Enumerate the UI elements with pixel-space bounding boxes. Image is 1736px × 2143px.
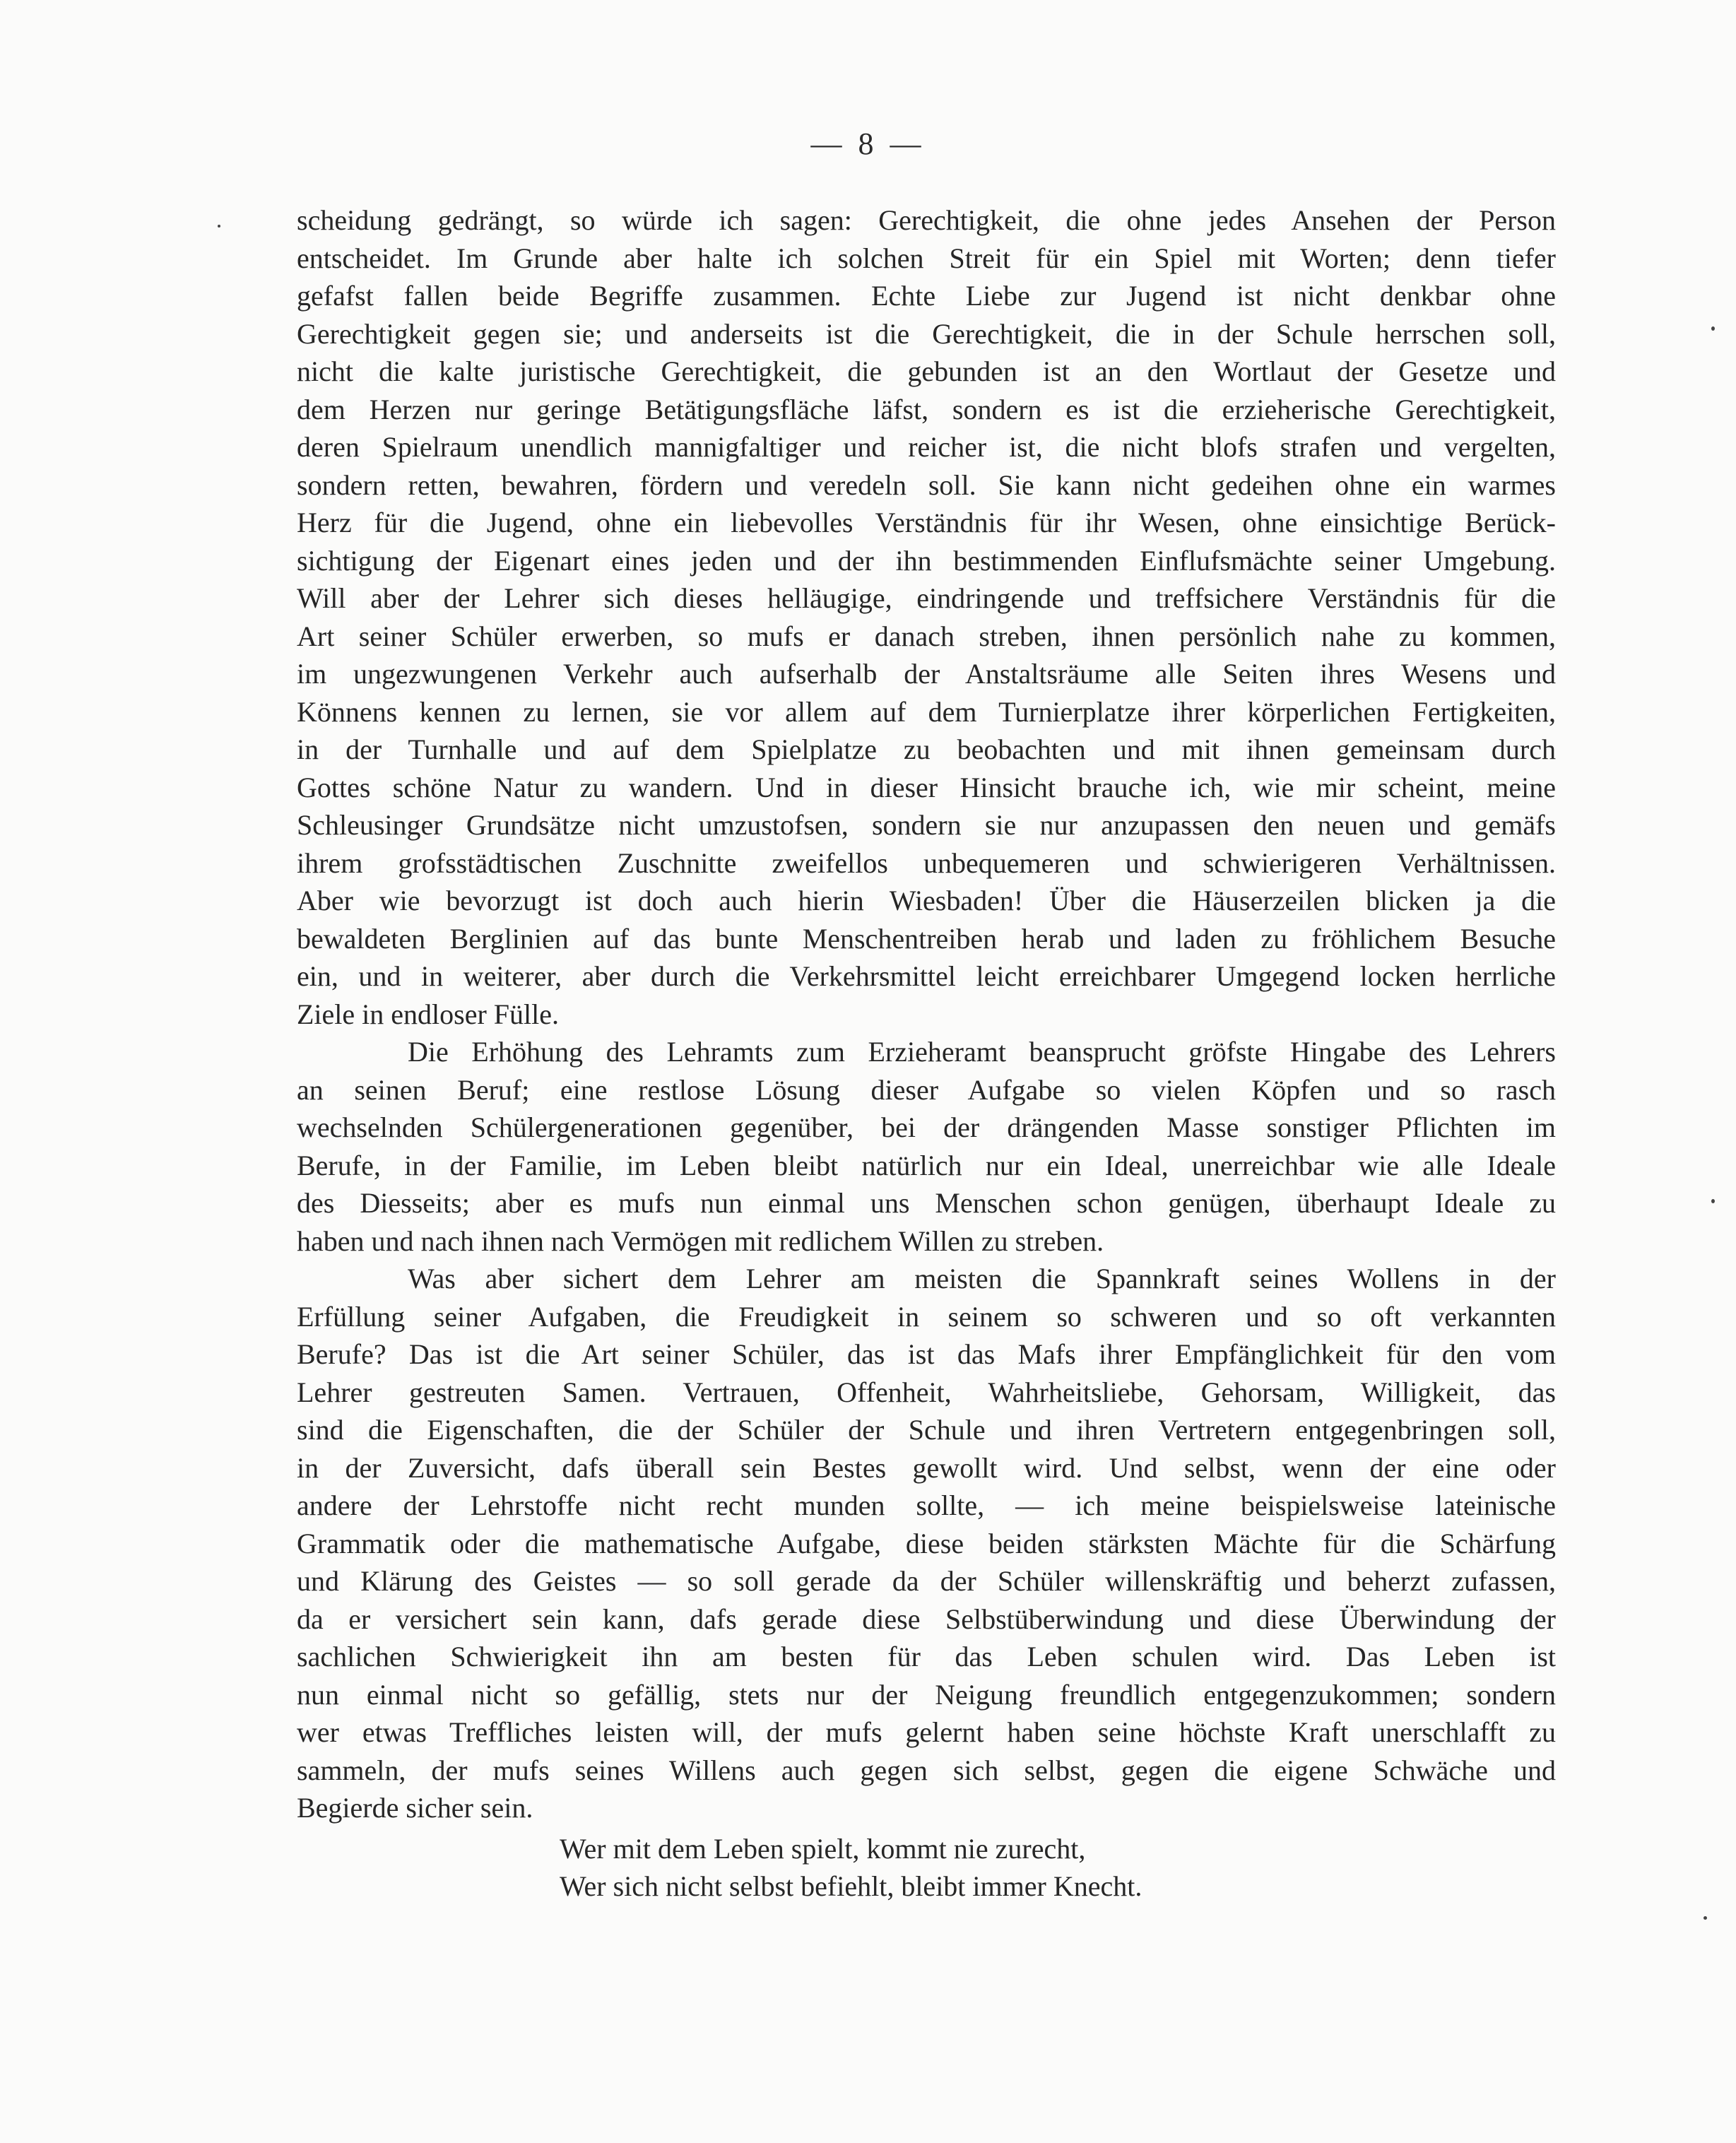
text-line: des Diesseits; aber es mufs nun einmal uns Menschen schon genügen, überhaupt Ideale zu — [297, 1187, 1556, 1219]
text-line: Herz für die Jugend, ohne ein liebevolles Verständnis für ihr Wesen, ohne einsichtige Berück- — [297, 507, 1556, 538]
text-line: sondern retten, bewahren, fördern und veredeln soll. Sie kann nicht gedeihen ohne ein warmes — [297, 468, 1556, 501]
text-line: dem Herzen nur geringe Betätigungsfläche läfst, sondern es ist die erzieherische Gerechtigkeit, — [297, 393, 1556, 425]
text-line: Grammatik oder die mathematische Aufgabe, diese beiden stärksten Mächte für die Schärfung — [297, 1527, 1556, 1559]
text-line: da er versichert sein kann, dafs gerade diese Selbstüberwindung und diese Überwindung der — [297, 1602, 1556, 1635]
text-line: scheidung gedrängt, so würde ich sagen: Gerechtigkeit, die ohne jedes Ansehen der Person — [297, 204, 1556, 236]
verse-line: Wer mit dem Leben spielt, kommt nie zurecht, — [560, 1832, 1086, 1865]
paragraph — [297, 1033, 1556, 1260]
text-line: wechselnden Schülergenerationen gegenüber, bei der drängenden Masse sonstiger Pflichten im — [297, 1111, 1556, 1143]
text-line: in der Zuversicht, dafs überall sein Bestes gewollt wird. Und selbst, wenn der eine oder — [297, 1451, 1556, 1484]
text-line: Könnens kennen zu lernen, sie vor allem auf dem Turnierplatze ihrer körperlichen Fertigkeiten, — [297, 695, 1556, 728]
body-text — [297, 201, 1556, 1906]
text-line: ihrem grofsstädtischen Zuschnitte zweifellos unbequemeren und schwierigeren Verhältnissen. — [297, 846, 1556, 879]
text-line: gefafst fallen beide Begriffe zusammen. Echte Liebe zur Jugend ist nicht denkbar ohne — [297, 280, 1556, 312]
margin-speck — [1711, 326, 1715, 331]
text-line: Berufe, in der Familie, im Leben bleibt natürlich nur ein Ideal, unerreichbar wie alle Ideale — [297, 1149, 1556, 1181]
text-line: nun einmal nicht so gefällig, stets nur der Neigung freundlich entgegenzukommen; sondern — [297, 1678, 1556, 1711]
text-line: und Klärung des Geistes — so soll gerade da der Schüler willenskräftig und beherzt zufassen, — [297, 1565, 1556, 1597]
text-line: Lehrer gestreuten Samen. Vertrauen, Offenheit, Wahrheitsliebe, Gehorsam, Willigkeit, das — [297, 1376, 1556, 1408]
text-line: Was aber sichert dem Lehrer am meisten die Spannkraft seines Wollens in der — [408, 1263, 1556, 1294]
text-line: ein, und in weiterer, aber durch die Verkehrsmittel leicht erreichbarer Umgegend locken herrliche — [297, 960, 1556, 992]
text-line: Begierde sicher sein. — [297, 1792, 533, 1824]
text-line: Aber wie bevorzugt ist doch auch hierin Wiesbaden! Über die Häuserzeilen blicken ja die — [297, 885, 1556, 916]
text-line: entscheidet. Im Grunde aber halte ich solchen Streit für ein Spiel mit Worten; denn tiefer — [297, 242, 1556, 274]
text-line: an seinen Beruf; eine restlose Lösung dieser Aufgabe so vielen Köpfen und so rasch — [297, 1073, 1556, 1106]
verse-line: Wer sich nicht selbst befiehlt, bleibt immer Knecht. — [560, 1870, 1142, 1902]
text-line: in der Turnhalle und auf dem Spielplatze zu beobachten und mit ihnen gemeinsam durch — [297, 733, 1556, 765]
text-line: im ungezwungenen Verkehr auch aufserhalb der Anstaltsräume alle Seiten ihres Wesens und — [297, 658, 1556, 690]
text-line: Erfüllung seiner Aufgaben, die Freudigkeit in seinem so schweren und so oft verkannten — [297, 1300, 1556, 1333]
verse-couplet — [297, 1830, 1556, 1906]
text-line: sind die Eigenschaften, die der Schüler der Schule und ihren Vertretern entgegenbringen soll, — [297, 1414, 1556, 1446]
margin-speck — [1711, 1199, 1715, 1203]
text-line: andere der Lehrstoffe nicht recht munden sollte, — ich meine beispielsweise lateinische — [297, 1489, 1556, 1521]
text-line: Gottes schöne Natur zu wandern. Und in dieser Hinsicht brauche ich, wie mir scheint, meine — [297, 771, 1556, 803]
paragraph — [297, 1260, 1556, 1827]
text-line: Gerechtigkeit gegen sie; und anderseits ist die Gerechtigkeit, die in der Schule herrschen soll, — [297, 317, 1556, 350]
paragraph — [297, 201, 1556, 1033]
text-line: Berufe? Das ist die Art seiner Schüler, das ist das Mafs ihrer Empfänglichkeit für den vom — [297, 1338, 1556, 1370]
text-line: wer etwas Treffliches leisten will, der mufs gelernt haben seine höchste Kraft unerschlafft zu — [297, 1716, 1556, 1748]
text-line: sammeln, der mufs seines Willens auch gegen sich selbst, gegen die eigene Schwäche und — [297, 1754, 1556, 1786]
text-line: haben und nach ihnen nach Vermögen mit redlichem Willen zu streben. — [297, 1224, 1104, 1257]
text-line: bewaldeten Berglinien auf das bunte Menschentreiben herab und laden zu fröhlichem Besuche — [297, 922, 1556, 955]
text-line: sachlichen Schwierigkeit ihn am besten für das Leben schulen wird. Das Leben ist — [297, 1641, 1556, 1672]
margin-speck — [218, 225, 220, 228]
page-number: — 8 — — [810, 126, 926, 161]
text-line: Ziele in endloser Fülle. — [297, 998, 560, 1030]
margin-speck — [1703, 1916, 1707, 1920]
text-line: Art seiner Schüler erwerben, so mufs er danach streben, ihnen persönlich nahe zu kommen, — [297, 620, 1556, 652]
text-line: Will aber der Lehrer sich dieses helläugige, eindringende und treffsichere Verständnis für die — [297, 582, 1556, 614]
text-line: deren Spielraum unendlich mannigfaltiger und reicher ist, die nicht blofs strafen und vergelten, — [297, 431, 1556, 463]
text-line: Die Erhöhung des Lehramts zum Erzieheramt beansprucht gröfste Hingabe des Lehrers — [408, 1036, 1556, 1068]
text-line: Schleusinger Grundsätze nicht umzustofsen, sondern sie nur anzupassen den neuen und gemäfs — [297, 809, 1556, 841]
text-line: nicht die kalte juristische Gerechtigkeit, die gebunden ist an den Wortlaut der Gesetze und — [297, 355, 1556, 387]
text-line: sichtigung der Eigenart eines jeden und der ihn bestimmenden Einflufsmächte seiner Umgebung. — [297, 544, 1556, 577]
